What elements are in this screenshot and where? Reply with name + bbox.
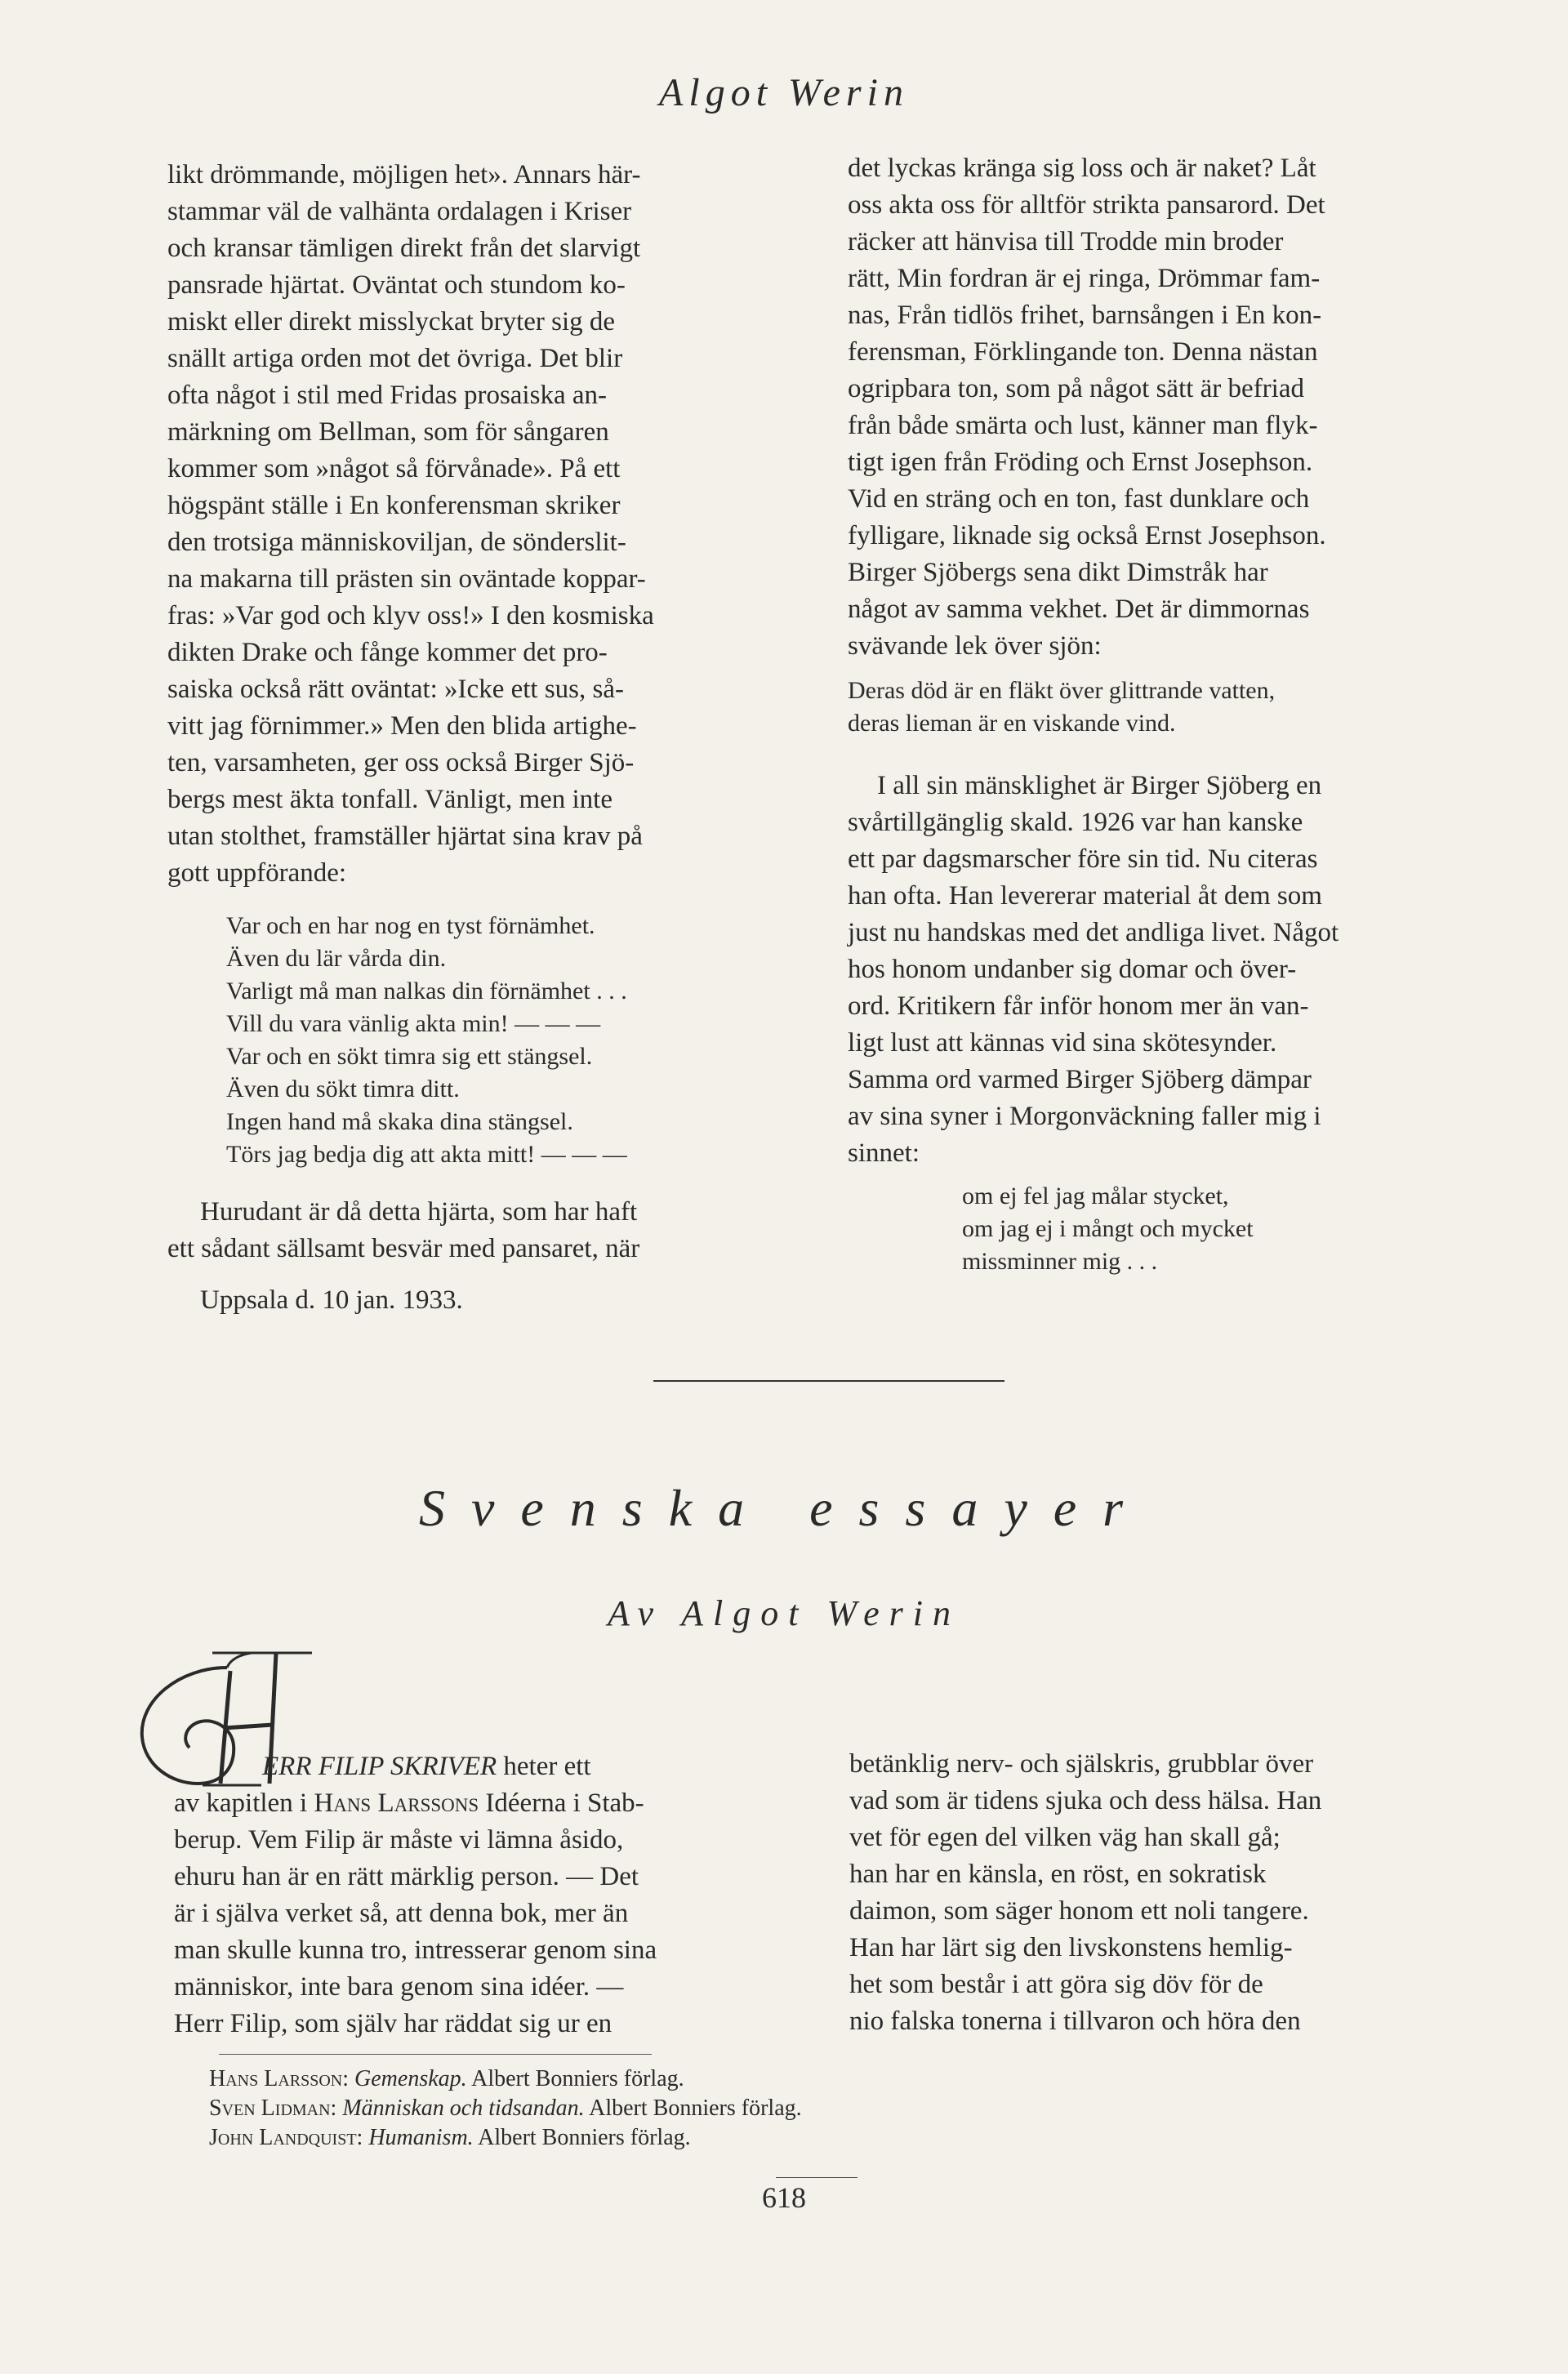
poem-line: missminner mig . . . [962, 1248, 1158, 1275]
text-line: fylligare, liknade sig också Ernst Josephson. [848, 521, 1326, 550]
text-line: betänklig nerv- och själskris, grubblar över [849, 1749, 1314, 1779]
text-line: Herr Filip, som själv har räddat sig ur en [174, 2009, 612, 2038]
text-line: hos honom undanber sig domar och över- [848, 955, 1297, 984]
text-line: Vid en sträng och en ton, fast dunklare och [848, 484, 1310, 514]
dateline: Uppsala d. 10 jan. 1933. [200, 1285, 463, 1315]
text-line: likt drömmande, möjligen het». Annars här- [167, 160, 641, 189]
footnote-rule [219, 2054, 652, 2055]
text-line: något av samma vekhet. Det är dimmornas [848, 595, 1310, 624]
text-line: ett sådant sällsamt besvär med pansaret, när [167, 1234, 640, 1263]
footnote-entry [209, 2123, 1189, 2153]
footnote-work: Gemenskap. [354, 2066, 467, 2091]
footnote-publisher: Albert Bonniers förlag. [478, 2125, 691, 2150]
poem-line: Var och en har nog en tyst förnämhet. [226, 912, 595, 939]
text-line: vad som är tidens sjuka och dess hälsa. Han [849, 1786, 1322, 1815]
article-left-column [174, 1748, 809, 2042]
text-line: ett par dagsmarscher före sin tid. Nu citeras [848, 844, 1318, 874]
text-line: ord. Kritikern får inför honom mer än van- [848, 991, 1309, 1021]
text-line: ligt lust att kännas vid sina skötesynder. [848, 1028, 1277, 1058]
text-line: av kapitlen i Hans Larssons Idéerna i Stab- [174, 1788, 644, 1818]
text-line: vitt jag förnimmer.» Men den blida artighe- [167, 711, 637, 741]
poem-line: Vill du vara vänlig akta min! — — — [226, 1010, 601, 1037]
footnote-publisher: Albert Bonniers förlag. [471, 2066, 684, 2091]
page-number: 618 [762, 2181, 806, 2214]
text-line: ogripbara ton, som på något sätt är befriad [848, 374, 1304, 403]
drop-cap-letter: H [250, 1739, 252, 1740]
text-line: saiska också rätt oväntat: »Icke ett sus, så- [167, 675, 624, 704]
text-line: ehuru han är en rätt märklig person. — Det [174, 1862, 639, 1891]
text-line: ferensman, Förklingande ton. Denna nästan [848, 337, 1318, 367]
text-line: sinnet: [848, 1138, 920, 1168]
poem-line: Varligt må man nalkas din förnämhet . . . [226, 978, 627, 1004]
text-line: från både smärta och lust, känner man flyk- [848, 411, 1318, 440]
poem-line: om ej fel jag målar stycket, [962, 1183, 1229, 1209]
text-line: kommer som »något så förvånade». På ett [167, 454, 621, 483]
text-line: Samma ord varmed Birger Sjöberg dämpar [848, 1065, 1312, 1094]
footnotes [209, 2064, 1189, 2153]
text-line: nas, Från tidlös frihet, barnsången i En kon- [848, 301, 1322, 330]
text-line: räcker att hänvisa till Trodde min broder [848, 227, 1284, 256]
text-line: han har en känsla, en röst, en sokratisk [849, 1860, 1267, 1889]
footnote-work: Humanism. [368, 2125, 474, 2150]
poem-line: Ingen hand må skaka dina stängsel. [226, 1108, 573, 1135]
footnote-publisher: Albert Bonniers förlag. [589, 2096, 802, 2121]
text-line: ofta något i stil med Fridas prosaiska an- [167, 381, 607, 410]
footnote-author: Sven Lidman: [209, 2096, 337, 2121]
poem-line: Även du sökt timra ditt. [226, 1076, 460, 1102]
text-line: är i själva verket så, att denna bok, mer än [174, 1899, 629, 1928]
text-line: vet för egen del vilken väg han skall gå; [849, 1823, 1281, 1852]
text-line: daimon, som säger honom ett noli tangere. [849, 1896, 1309, 1926]
text-line: fras: »Var god och klyv oss!» I den kosmiska [167, 601, 654, 630]
footnote-author: Hans Larsson: [209, 2066, 350, 2091]
footnote-author: John Landquist: [209, 2125, 363, 2150]
text-line: Han har lärt sig den livskonstens hemlig- [849, 1933, 1293, 1962]
text-line: het som består i att göra sig döv för de [849, 1970, 1263, 1999]
article-right-column [849, 1746, 1486, 2040]
poem-block [226, 910, 804, 1171]
text-line: märkning om Bellman, som för sångaren [167, 417, 609, 447]
running-head: Algot Werin [659, 71, 909, 114]
text-line: av sina syner i Morgonväckning faller mig i [848, 1102, 1321, 1131]
poem-line: Törs jag bedja dig att akta mitt! — — — [226, 1141, 627, 1168]
footnote-entry [209, 2094, 1189, 2123]
article-byline: Av Algot Werin [608, 1593, 960, 1633]
text-line: det lyckas kränga sig loss och är naket? Låt [848, 154, 1316, 183]
poem-line: Var och en sökt timra sig ett stängsel. [226, 1043, 593, 1070]
text-line: tigt igen från Fröding och Ernst Josephson. [848, 448, 1313, 477]
text-line: stammar väl de valhänta ordalagen i Kriser [167, 197, 632, 226]
upper-right-column [848, 150, 1483, 1278]
article-title: Svenska essayer [418, 1479, 1150, 1537]
text-line: na makarna till prästen sin oväntade koppar- [167, 564, 646, 594]
text-line: människor, inte bara genom sina idéer. — [174, 1972, 624, 2002]
text-line: rätt, Min fordran är ej ringa, Drömmar fam- [848, 264, 1321, 293]
poem-block [962, 1180, 1483, 1278]
text-line: pansrade hjärtat. Oväntat och stundom ko- [167, 270, 626, 300]
text-line: svårtillgänglig skald. 1926 var han kanske [848, 808, 1303, 837]
text-line: dikten Drake och fånge kommer det pro- [167, 638, 608, 667]
poem-line: om jag ej i mångt och mycket [962, 1215, 1254, 1242]
opening-words: ERR FILIP SKRIVER [262, 1752, 497, 1781]
text-line: ERR FILIP SKRIVER heter ett [262, 1752, 591, 1781]
text-line: och kransar tämligen direkt från det slarvigt [167, 234, 641, 263]
footnote-work: Människan och tidsandan. [342, 2096, 585, 2121]
text-line: man skulle kunna tro, intresserar genom sina [174, 1935, 657, 1965]
text-line: berup. Vem Filip är måste vi lämna åsido, [174, 1825, 624, 1855]
upper-left-column [167, 157, 804, 1319]
text-line: den trotsiga människoviljan, de sönderslit- [167, 528, 626, 557]
text-line: miskt eller direkt misslyckat bryter sig de [167, 307, 616, 336]
footnote-entry [209, 2064, 1189, 2094]
quote-block [848, 675, 1483, 740]
text-line: I all sin mänsklighet är Birger Sjöberg en [877, 771, 1322, 800]
text-line: bergs mest äkta tonfall. Vänligt, men inte [167, 785, 612, 814]
text-line: snällt artiga orden mot det övriga. Det blir [167, 344, 623, 373]
poem-line: Även du lär vårda din. [226, 945, 447, 972]
text-line: oss akta oss för alltför strikta pansarord. Det [848, 190, 1325, 220]
text-line: högspänt ställe i En konferensman skriker [167, 491, 621, 520]
text-line: han ofta. Han levererar material åt dem som [848, 881, 1322, 911]
text-line: utan stolthet, framställer hjärtat sina krav på [167, 822, 643, 851]
section-divider [653, 1380, 1004, 1382]
text-line: svävande lek över sjön: [848, 631, 1102, 661]
poem-line: Deras död är en fläkt över glittrande vatten, [848, 677, 1276, 704]
text-line: nio falska tonerna i tillvaron och höra den [849, 2007, 1301, 2036]
poem-line: deras lieman är en viskande vind. [848, 710, 1176, 737]
text-line: Birger Sjöbergs sena dikt Dimstråk har [848, 558, 1268, 587]
text-line: gott uppförande: [167, 858, 347, 888]
text-line: Hurudant är då detta hjärta, som har haft [200, 1197, 638, 1227]
text-line: ten, varsamheten, ger oss också Birger Sjö- [167, 748, 635, 777]
page-number-rule [776, 2177, 858, 2178]
text-line: just nu handskas med det andliga livet. Något [848, 918, 1339, 947]
